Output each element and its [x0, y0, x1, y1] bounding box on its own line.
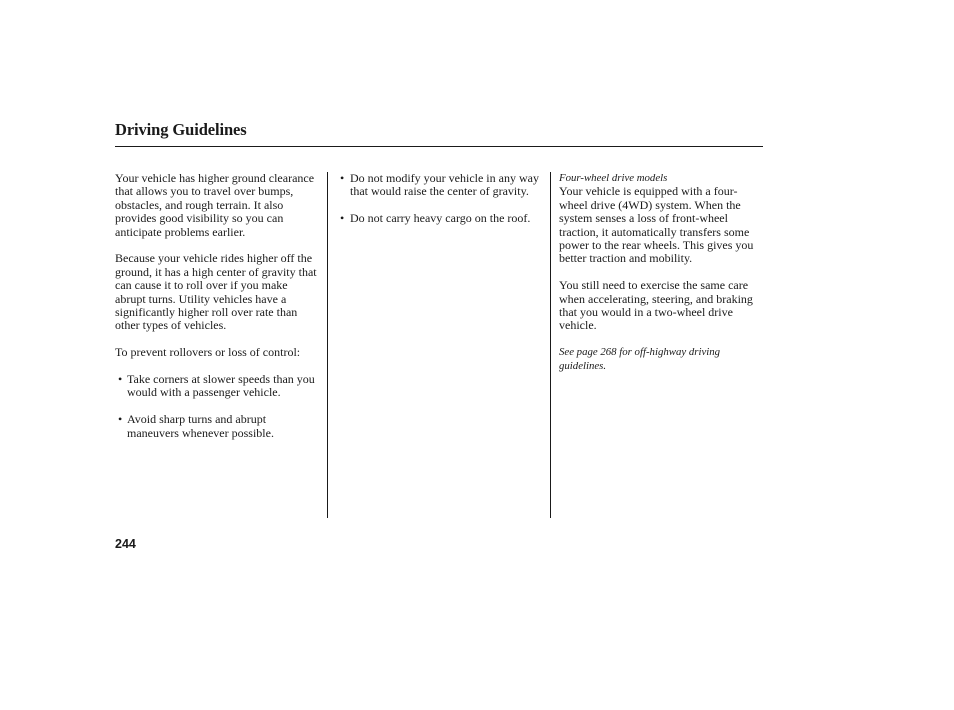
bullet-item-modify-vehicle: • Do not modify your vehicle in any way that would raise the center of gravity.	[340, 172, 540, 199]
model-label: Four-wheel drive models	[559, 172, 668, 184]
column-1	[115, 172, 321, 453]
title-divider	[115, 146, 763, 147]
paragraph-prevent-rollovers: To prevent rollovers or loss of control:	[115, 345, 301, 360]
column-divider-2	[550, 172, 551, 518]
paragraph-center-of-gravity: Because your vehicle rides higher off the ground, it has a high center of gravity that can cause it to roll over if you make abrupt turns. Utility vehicles have a significantly higher roll over rate than other types of vehicles.	[115, 251, 317, 333]
page-number: 244	[115, 537, 136, 551]
column-3	[559, 172, 765, 386]
page-title: Driving Guidelines	[115, 120, 247, 139]
column-divider-1	[327, 172, 328, 518]
paragraph-4wd-system: Your vehicle is equipped with a four-wheel drive (4WD) system. When the system senses a loss of front-wheel traction, it automatically transfers some power to the rear wheels. This gives you better traction and mobility.	[559, 184, 754, 266]
paragraph-exercise-care: You still need to exercise the same care when accelerating, steering, and braking that you would in a two-wheel drive vehicle.	[559, 278, 753, 333]
bullet-item-corners: • Take corners at slower speeds than you would with a passenger vehicle.	[118, 373, 321, 400]
paragraph-ground-clearance: Your vehicle has higher ground clearance that allows you to travel over bumps, obstacles, and rough terrain. It also provides good visibility so you can anticipate problems earlier.	[115, 171, 315, 239]
reference-note: See page 268 for off-highway driving guidelines.	[559, 346, 721, 372]
column-2	[340, 172, 540, 239]
bullet-item-heavy-cargo: • Do not carry heavy cargo on the roof.	[340, 212, 540, 225]
bullet-item-sharp-turns: • Avoid sharp turns and abrupt maneuvers whenever possible.	[118, 413, 321, 440]
